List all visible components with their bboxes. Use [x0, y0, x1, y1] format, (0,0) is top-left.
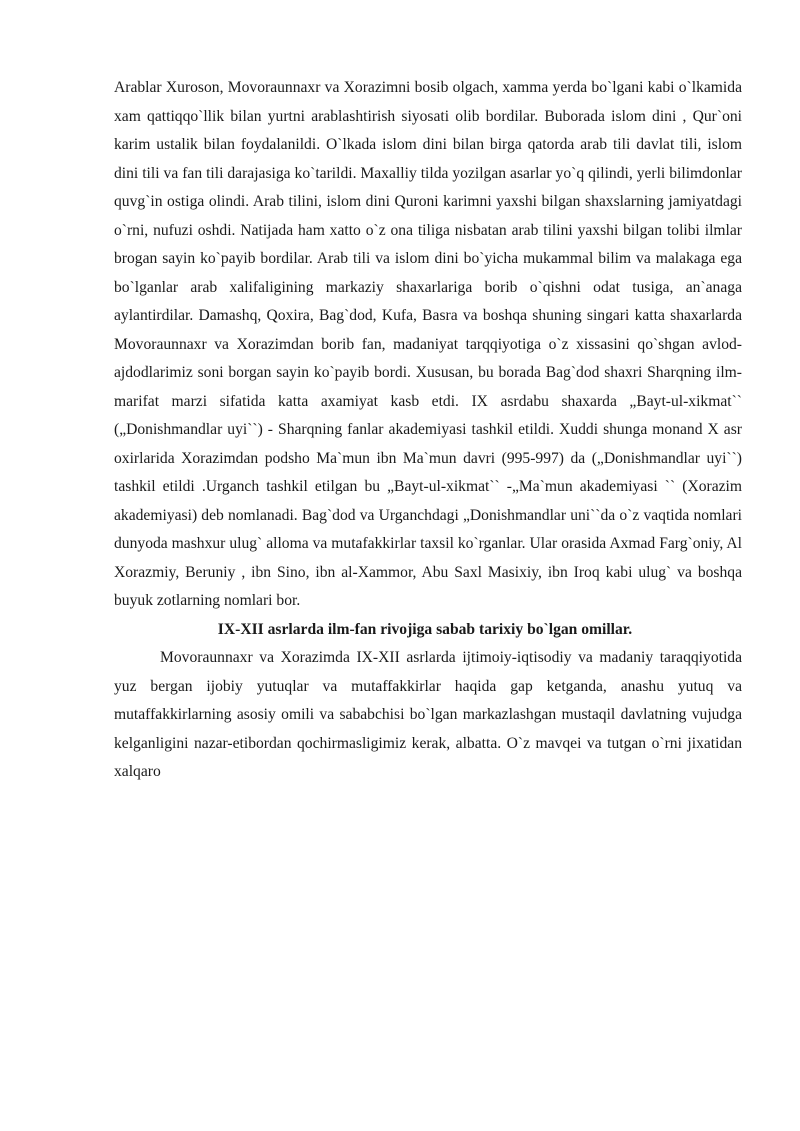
body-paragraph: Movoraunnaxr va Xorazimda IX-XII asrlarda ijtimoiy-iqtisodiy va madaniy taraqqiyotida yuz bergan ijobiy yutuqlar va mutaffakkirlar haqida gap ketganda, anashu yutuq va mutaffakkirlarning asosiy omili va sababchisi bo`lgan markazlashgan mustaqil davlatning vujudga kelganligini nazar-etibordan qochirmasligimiz kerak, albatta. O`z mavqei va tutgan o`rni jixatidan xalqaro	[114, 649, 742, 780]
section-heading: IX-XII asrlarda ilm-fan rivojiga sabab tarixiy bo`lgan omillar.	[217, 620, 633, 638]
body-paragraph: Arablar Xuroson, Movoraunnaxr va Xorazimni bosib olgach, xamma yerda bo`lgani kabi o`lkamida xam qattiqqo`llik bilan yurtni arablashtirish siyosati olib bordilar. Buborada islom dini , Qur`oni karim ustalik bilan foydalanildi. O`lkada islom dini bilan birga qatorda arab tili davlat tili, islom dini tili va fan tili darajasiga ko`tarildi. Maxalliy tilda yozilgan asarlar yo`q qilindi, yerli bilimdonlar quvg`in ostiga olindi. Arab tilini, islom dini Quroni karimni yaxshi bilgan shaxslarning jamiyatdagi o`rni, nufuzi oshdi. Natijada ham xatto o`z ona tiliga nisbatan arab tilini yaxshi bilgan tolibi ilmlar brogan sayin ko`payib bordilar. Arab tili va islom dini bo`yicha mukammal bilim va malakaga ega bo`lganlar arab xalifaligining markaziy shaxarlariga borib o`qishni odat tusiga, an`anaga aylantirdilar. Damashq, Qoxira, Bag`dod, Kufa, Basra va boshqa shuning singari katta shaxarlarda Movoraunnaxr va Xorazimdan borib fan, madaniyat tarqqiyotiga o`z xissasini qo`shgan avlod-ajdodlarimiz soni borgan sayin ko`payib bordi. Xususan, bu borada Bag`dod shaxri Sharqning ilm-marifat marzi sifatida katta axamiyat kasb etdi. IX asrdabu shaxarda „Bayt-ul-xikmat`` („Donishmandlar uyi``) - Sharqning fanlar akademiyasi tashkil etildi. Xuddi shunga monand X asr oxirlarida Xorazimdan podsho Ma`mun ibn Ma`mun davri (995-997) da („Donishmandlar uyi``) tashkil etildi .Urganch tashkil etilgan bu „Bayt-ul-xikmat`` -„Ma`mun akademiyasi `` (Xorazim akademiyasi) deb nomlanadi. Bag`dod va Urganchdagi „Donishmandlar uni``da o`z vaqtida nomlari dunyoda mashxur ulug` alloma va mutafakkirlar taxsil ko`rganlar. Ular orasida Axmad Farg`oniy, Al Xorazmiy, Beruniy , ibn Sino, ibn al-Xammor, Abu Saxl Masixiy, ibn Iroq kabi ulug` va boshqa buyuk zotlarning nomlari bor.	[114, 79, 742, 609]
document-page	[114, 74, 742, 787]
